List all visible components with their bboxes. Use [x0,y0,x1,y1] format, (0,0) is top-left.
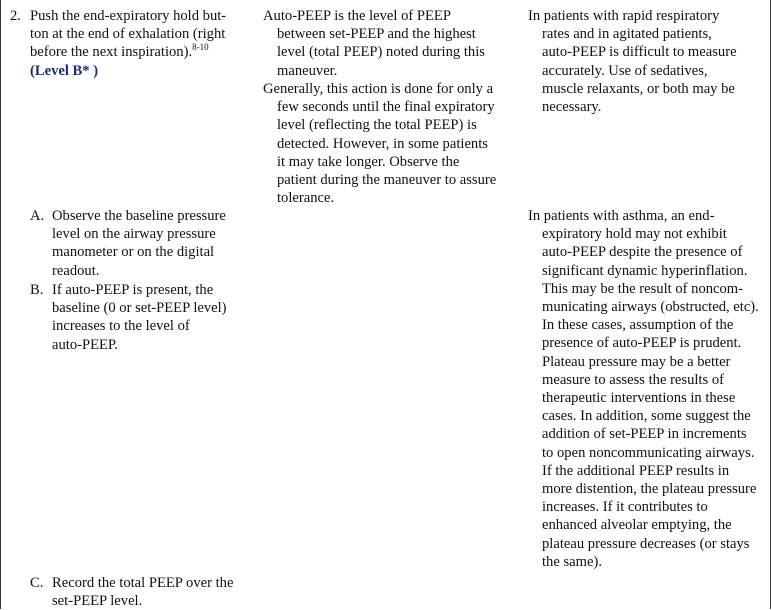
text-line: it may take longer. Observe the [277,153,460,170]
text-line: Plateau pressure may be a better [542,353,731,370]
text-line: Observe the baseline pressure [52,208,226,224]
text-segment: before the next inspiration). [30,44,193,61]
text-line: Generally, this action is done for only a [263,81,494,97]
text-line: rates and in agitated patients, [542,26,712,43]
text-line: This may be the result of noncom- [542,280,744,297]
text-line: enhanced alveolar emptying, the [542,517,732,534]
step-a-letter: A. [30,208,45,224]
considerations-p2 [528,207,768,571]
text-line: municating airways (obstructed, etc). [542,299,759,316]
text-line: Auto-PEEP is the level of PEEP [263,8,451,24]
text-line: patient during the maneuver to assure [277,172,497,189]
text-line: muscle relaxants, or both may be [542,80,735,97]
text-line: baseline (0 or set-PEEP level) [52,300,227,317]
text-line: detected. However, in some patients [277,135,488,152]
text-line: increases. If it contributes to [542,499,708,516]
text-line: significant dynamic hyperinflation. [542,262,748,279]
text-line: measure to assess the results of [542,371,724,388]
text-line [30,43,226,61]
text-line: expiratory hold may not exhibit [542,226,727,243]
step-a-text [52,207,226,280]
text-line: to open noncommunicating airways. [542,444,755,461]
text-line: Record the total PEEP over the [52,575,234,591]
text-line: level on the airway pressure [52,226,216,243]
rationale-p2 [263,80,518,207]
evidence-level-close: ) [89,62,99,79]
text-line: increases to the level of [52,318,190,335]
text-line: tolerance. [277,190,335,207]
text-line: Push the end-expiratory hold but- [30,8,227,24]
text-line: accurately. Use of sedatives, [542,62,708,79]
text-line: auto-PEEP is difficult to measure [542,44,737,61]
text-line: cases. In addition, some suggest the [542,408,751,425]
step-c-text [52,574,233,610]
step-b-letter: B. [30,282,44,298]
text-line: addition of set-PEEP in increments [542,426,747,443]
left-border [0,0,1,609]
text-line: If auto-PEEP is present, the [52,282,214,298]
text-line: level (total PEEP) noted during this [277,44,485,61]
text-line: therapeutic interventions in these [542,390,736,407]
text-line: level (reflecting the total PEEP) is [277,117,477,134]
text-line: plateau pressure decreases (or stays [542,535,750,552]
text-line: readout. [52,262,100,279]
text-line: maneuver. [277,62,338,79]
text-line: In these cases, assumption of the [542,317,734,334]
text-line: few seconds until the final expiratory [277,99,495,116]
rationale-p1 [263,7,518,80]
text-line: between set-PEEP and the highest [277,26,476,43]
text-line: auto-PEEP despite the presence of [542,244,743,261]
step-2-number: 2. [10,8,21,24]
text-line: manometer or on the digital [52,244,215,261]
text-line: necessary. [542,99,602,116]
step-c-letter: C. [30,575,44,591]
text-line: more distention, the plateau pressure [542,481,757,498]
text-line: In patients with rapid respiratory [528,8,720,24]
evidence-level [30,62,226,80]
text-line: set-PEEP level. [52,593,143,610]
text-line: If the additional PEEP results in [542,462,730,479]
text-line: In patients with asthma, an end- [528,208,715,224]
text-line: auto-PEEP. [52,336,119,353]
text-line: ton at the end of exhalation (right [30,26,226,43]
text-line: the same). [542,553,602,570]
step-2-text [30,7,226,80]
reference-superscript: 8-10 [192,42,209,53]
evidence-level-label: (Level B* [30,62,90,79]
considerations-p1 [528,7,768,116]
text-line: presence of auto-PEEP is prudent. [542,335,742,352]
step-b-text [52,281,227,354]
